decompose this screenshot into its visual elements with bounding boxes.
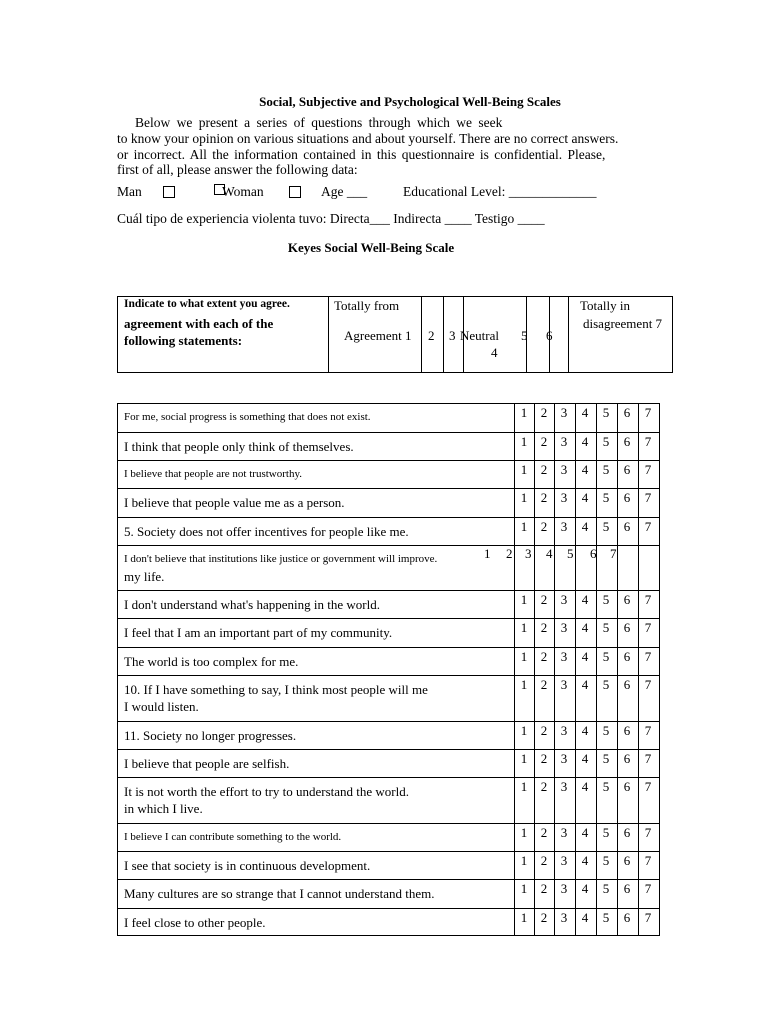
scale-option-3[interactable]: 3 (560, 677, 568, 692)
intro-line-4: first of all, please answer the following data: (117, 162, 358, 177)
scale-option-4[interactable]: 4 (581, 751, 589, 766)
scale-option-4[interactable]: 4 (581, 620, 589, 635)
scale-option-3[interactable]: 3 (560, 490, 568, 505)
instruction-line-1: Indicate to what extent you agree. (124, 298, 290, 310)
table-row (118, 823, 659, 852)
table-row (118, 590, 659, 619)
scale-option-1[interactable]: 1 (484, 546, 491, 561)
scale-option-3[interactable]: 3 (560, 620, 568, 635)
cell-divider (617, 546, 618, 591)
intro-line-1: Below we present a series of questions through which we seek (135, 115, 503, 130)
scale-option-6[interactable]: 6 (623, 462, 631, 477)
scale-option-3[interactable]: 3 (560, 434, 568, 449)
scale-option-5[interactable]: 5 (602, 490, 610, 505)
table-row (118, 404, 659, 432)
scale-option-5[interactable]: 5 (602, 592, 610, 607)
scale-option-4[interactable]: 4 (581, 910, 589, 925)
scale-option-7[interactable]: 7 (644, 405, 652, 420)
item-statement (124, 681, 514, 715)
item-statement (124, 885, 514, 902)
scale-option-2[interactable]: 2 (540, 592, 548, 607)
scale-option-3[interactable]: 3 (560, 779, 568, 794)
table-row (118, 432, 659, 461)
woman-checkbox-2[interactable] (289, 186, 301, 198)
scale-option-5[interactable]: 5 (602, 677, 610, 692)
scale-option-1[interactable]: 1 (520, 723, 528, 738)
scale-option-3[interactable]: 3 (560, 592, 568, 607)
scale-option-5[interactable]: 5 (602, 462, 610, 477)
scale-option-1[interactable]: 1 (520, 490, 528, 505)
scale-option-2[interactable]: 2 (540, 519, 548, 534)
scale-option-4[interactable]: 4 (581, 825, 589, 840)
scale-option-1[interactable]: 1 (520, 881, 528, 896)
scale-option-2[interactable]: 2 (506, 546, 513, 561)
scale-option-4[interactable]: 4 (581, 405, 589, 420)
header-col-2: 2 (428, 328, 435, 343)
scale-option-1[interactable]: 1 (520, 519, 528, 534)
scale-option-1[interactable]: 1 (520, 620, 528, 635)
scale-option-3[interactable]: 3 (560, 462, 568, 477)
scale-option-2[interactable]: 2 (540, 405, 548, 420)
scale-option-4[interactable]: 4 (581, 779, 589, 794)
header-disagreement-7: disagreement 7 (583, 316, 663, 331)
table-row (118, 618, 659, 648)
scale-option-1[interactable]: 1 (520, 434, 528, 449)
item-statement-line: I feel close to other people. (124, 915, 266, 930)
scale-option-7[interactable]: 7 (644, 723, 652, 738)
scale-option-4[interactable]: 4 (581, 519, 589, 534)
item-statement (124, 466, 514, 483)
scale-option-3[interactable]: 3 (560, 723, 568, 738)
scale-option-6[interactable]: 6 (623, 723, 631, 738)
scale-option-6[interactable]: 6 (623, 434, 631, 449)
scale-option-1[interactable]: 1 (520, 825, 528, 840)
item-statement-line: I believe I can contribute something to the world. (124, 831, 342, 843)
scale-option-6[interactable]: 6 (623, 853, 631, 868)
scale-option-6[interactable]: 6 (623, 751, 631, 766)
item-statement-line: Many cultures are so strange that I cannot understand them. (124, 886, 435, 901)
scale-option-4[interactable]: 4 (581, 592, 589, 607)
table-row (118, 777, 659, 824)
scale-option-2[interactable]: 2 (540, 677, 548, 692)
table-row (118, 908, 659, 936)
header-neutral: Neutral (460, 328, 499, 343)
item-statement-line: I think that people only think of themselves. (124, 439, 354, 454)
item-statement-line: The world is too complex for me. (124, 654, 299, 669)
scale-option-6[interactable]: 6 (623, 779, 631, 794)
instruction-line-3: following statements: (124, 333, 243, 348)
item-statement-line: 5. Society does not offer incentives for people like me. (124, 524, 409, 539)
table-row (118, 721, 659, 750)
cell-divider (638, 546, 639, 591)
scale-option-7[interactable]: 7 (644, 649, 652, 664)
scale-option-7[interactable]: 7 (644, 825, 652, 840)
scale-option-3[interactable]: 3 (560, 405, 568, 420)
header-col-4: 4 (491, 345, 498, 360)
scale-option-2[interactable]: 2 (540, 462, 548, 477)
scale-option-2[interactable]: 2 (540, 620, 548, 635)
scale-option-6[interactable]: 6 (623, 825, 631, 840)
scale-option-7[interactable]: 7 (644, 620, 652, 635)
scale-option-2[interactable]: 2 (540, 434, 548, 449)
scale-option-4[interactable]: 4 (581, 853, 589, 868)
item-statement (124, 653, 514, 670)
item-statement-line: It is not worth the effort to try to understand the world. (124, 784, 409, 799)
age-field[interactable]: Age ___ (321, 184, 368, 199)
scale-option-7[interactable]: 7 (644, 677, 652, 692)
scale-option-3[interactable]: 3 (560, 751, 568, 766)
table-row (118, 675, 659, 722)
table-row (118, 749, 659, 778)
scale-option-4[interactable]: 4 (581, 490, 589, 505)
scale-option-5[interactable]: 5 (602, 723, 610, 738)
scale-option-2[interactable]: 2 (540, 723, 548, 738)
scale-option-1[interactable]: 1 (520, 751, 528, 766)
scale-option-1[interactable]: 1 (520, 779, 528, 794)
cell-divider (534, 546, 535, 591)
scale-option-7[interactable]: 7 (610, 546, 617, 561)
scale-option-7[interactable]: 7 (644, 779, 652, 794)
item-statement (124, 438, 514, 455)
scale-option-3[interactable]: 3 (560, 910, 568, 925)
scale-option-3[interactable]: 3 (560, 853, 568, 868)
header-col-3: 3 (449, 328, 456, 343)
scale-option-5[interactable]: 5 (602, 779, 610, 794)
scale-option-2[interactable]: 2 (540, 751, 548, 766)
scale-option-2[interactable]: 2 (540, 853, 548, 868)
item-statement (124, 523, 514, 540)
scale-option-5[interactable]: 5 (602, 751, 610, 766)
header-totally-from: Totally from (334, 298, 400, 313)
table-row (118, 460, 659, 489)
item-statement-line: I would listen. (124, 699, 199, 714)
scale-option-6[interactable]: 6 (623, 490, 631, 505)
item-statement-line: I see that society is in continuous development. (124, 858, 371, 873)
scale-option-2[interactable]: 2 (540, 825, 548, 840)
scale-option-5[interactable]: 5 (602, 825, 610, 840)
scale-option-2[interactable]: 2 (540, 649, 548, 664)
table-row (118, 851, 659, 880)
scale-option-4[interactable]: 4 (581, 677, 589, 692)
scale-option-4[interactable]: 4 (581, 723, 589, 738)
instruction-line-2: agreement with each of the (124, 316, 274, 331)
scale-option-5[interactable]: 5 (602, 910, 610, 925)
man-label: Man (117, 184, 142, 199)
scale-option-5[interactable]: 5 (602, 434, 610, 449)
table-row (118, 647, 659, 676)
scale-option-3[interactable]: 3 (560, 649, 568, 664)
scale-option-5[interactable]: 5 (602, 519, 610, 534)
scale-option-1[interactable]: 1 (520, 677, 528, 692)
item-statement (124, 829, 514, 846)
scale-option-7[interactable]: 7 (644, 434, 652, 449)
table-row (118, 488, 659, 518)
scale-option-6[interactable]: 6 (623, 592, 631, 607)
item-statement (124, 551, 484, 585)
item-statement-line: in which I live. (124, 801, 203, 816)
scale-option-5[interactable]: 5 (602, 620, 610, 635)
item-statement-line: I don't understand what's happening in the world. (124, 597, 380, 612)
item-statement (124, 494, 514, 511)
item-statement (124, 755, 514, 772)
item-statement-line: I don't believe that institutions like justice or government will improve. (124, 553, 438, 565)
scale-option-3[interactable]: 3 (525, 546, 532, 561)
scale-option-2[interactable]: 2 (540, 910, 548, 925)
scale-option-6[interactable]: 6 (623, 881, 631, 896)
violence-question[interactable]: Cuál tipo de experiencia violenta tuvo: Directa___ Indirecta ____ Testigo ____ (117, 211, 545, 226)
item-statement (124, 624, 514, 641)
education-field[interactable]: Educational Level: _____________ (403, 184, 597, 199)
scale-option-6[interactable]: 6 (623, 620, 631, 635)
scale-option-6[interactable]: 6 (623, 519, 631, 534)
scale-option-1[interactable]: 1 (520, 462, 528, 477)
scale-header-table (117, 296, 673, 373)
table-row (118, 517, 659, 546)
scale-option-7[interactable]: 7 (644, 751, 652, 766)
item-statement-line: my life. (124, 569, 165, 584)
scale-option-5[interactable]: 5 (567, 546, 574, 561)
scale-title: Keyes Social Well-Being Scale (287, 240, 455, 255)
scale-option-7[interactable]: 7 (644, 490, 652, 505)
intro-line-2: to know your opinion on various situations and about yourself. There are no correct answers. (117, 131, 619, 146)
item-statement (124, 783, 514, 817)
header-totally-in: Totally in (580, 298, 631, 313)
item-statement (124, 596, 514, 613)
scale-option-6[interactable]: 6 (590, 546, 597, 561)
scale-option-4[interactable]: 4 (581, 649, 589, 664)
scale-option-2[interactable]: 2 (540, 881, 548, 896)
scale-option-7[interactable]: 7 (644, 881, 652, 896)
scale-option-1[interactable]: 1 (520, 405, 528, 420)
item-statement-line: I believe that people are not trustworthy. (124, 468, 302, 480)
header-agreement-1: Agreement 1 (344, 328, 412, 343)
item-statement-line: 11. Society no longer progresses. (124, 728, 297, 743)
cell-divider (514, 546, 515, 591)
scale-option-5[interactable]: 5 (602, 853, 610, 868)
table-row (118, 545, 659, 591)
scale-option-5[interactable]: 5 (602, 881, 610, 896)
intro-line-3: or incorrect. All the information contained in this questionnaire is confidential. Please, (117, 147, 606, 162)
scale-option-6[interactable]: 6 (623, 910, 631, 925)
scale-option-4[interactable]: 4 (546, 546, 553, 561)
item-statement-line: For me, social progress is something that does not exist. (124, 411, 371, 423)
scale-option-7[interactable]: 7 (644, 519, 652, 534)
scale-option-7[interactable]: 7 (644, 592, 652, 607)
scale-option-5[interactable]: 5 (602, 649, 610, 664)
table-row (118, 879, 659, 909)
header-col-6: 6 (546, 328, 553, 343)
scale-option-4[interactable]: 4 (581, 462, 589, 477)
scale-option-7[interactable]: 7 (644, 853, 652, 868)
item-statement-line: I believe that people are selfish. (124, 756, 290, 771)
cell-divider (554, 546, 555, 591)
item-statement-line: I believe that people value me as a person. (124, 495, 345, 510)
items-table (117, 403, 660, 936)
scale-option-1[interactable]: 1 (520, 592, 528, 607)
scale-option-1[interactable]: 1 (520, 910, 528, 925)
scale-option-3[interactable]: 3 (560, 881, 568, 896)
scale-option-1[interactable]: 1 (520, 649, 528, 664)
item-statement (124, 727, 514, 744)
woman-label: Woman (222, 184, 264, 199)
scale-option-3[interactable]: 3 (560, 519, 568, 534)
scale-option-6[interactable]: 6 (623, 649, 631, 664)
document-title: Social, Subjective and Psychological Well-Being Scales (259, 94, 561, 109)
scale-option-6[interactable]: 6 (623, 405, 631, 420)
item-statement (124, 409, 514, 426)
scale-option-2[interactable]: 2 (540, 490, 548, 505)
item-statement (124, 914, 514, 931)
scale-option-4[interactable]: 4 (581, 881, 589, 896)
man-checkbox[interactable] (163, 186, 175, 198)
item-statement-line: 10. If I have something to say, I think most people will me (124, 682, 428, 697)
scale-option-1[interactable]: 1 (520, 853, 528, 868)
item-statement-line: I feel that I am an important part of my community. (124, 625, 393, 640)
item-statement (124, 857, 514, 874)
cell-divider (575, 546, 576, 591)
scale-option-5[interactable]: 5 (602, 405, 610, 420)
scale-option-3[interactable]: 3 (560, 825, 568, 840)
scale-option-2[interactable]: 2 (540, 779, 548, 794)
scale-option-6[interactable]: 6 (623, 677, 631, 692)
scale-option-7[interactable]: 7 (644, 462, 652, 477)
header-col-5: 5 (521, 328, 528, 343)
scale-option-4[interactable]: 4 (581, 434, 589, 449)
scale-option-7[interactable]: 7 (644, 910, 652, 925)
